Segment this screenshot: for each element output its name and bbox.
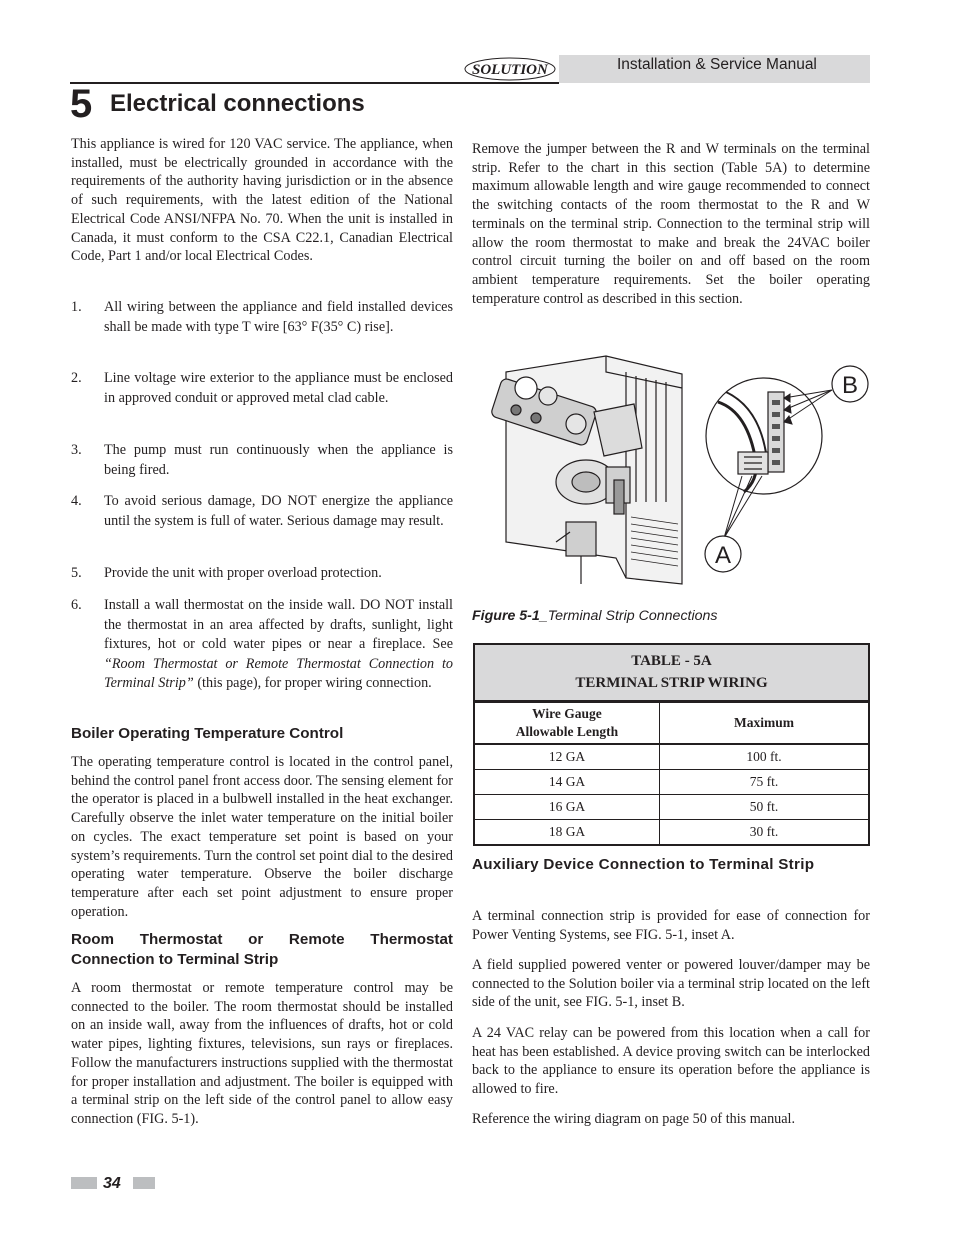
aux-paragraph-1: A terminal connection strip is provided for ease of connection for Power Venting Systems, see FIG. 5-1, inset A. xyxy=(472,908,870,943)
solution-logo xyxy=(462,55,558,82)
page-number: 34 xyxy=(103,1175,121,1192)
cross-reference: “Room Thermostat or Remote Thermostat Connection to Terminal Strip” xyxy=(104,655,453,691)
column-header-gauge: Wire Gauge Allowable Length xyxy=(475,703,660,743)
header-rule xyxy=(70,82,559,84)
footer-bar-left xyxy=(71,1177,97,1189)
table-title: TABLE - 5A TERMINAL STRIP WIRING xyxy=(475,645,868,702)
room-paragraph: A room thermostat or remote temperature control may be connected to the boiler. The room thermostat should be installed on an inside wall, away from the influences of drafts, hot or cold water pipes, lighting fixtures, televisions, sun rays or fireplaces. Follow the manufacturers instructions supplied with the thermostat for proper installation and adjustment. The boiler is equipped with a terminal strip on the left side of the control panel to allow easy connection (FIG. 5-1). xyxy=(71,980,453,1127)
chapter-number: 5 xyxy=(70,82,93,126)
table-row: 14 GA 75 ft. xyxy=(475,769,868,794)
inset-label-b: B xyxy=(841,372,859,399)
aux-paragraph-4: Reference the wiring diagram on page 50 of this manual. xyxy=(472,1111,796,1127)
aux-heading: Auxiliary Device Connection to Terminal Strip xyxy=(472,856,815,873)
intro-paragraph: This appliance is wired for 120 VAC service. The appliance, when installed, must be electrically grounded in accordance with the requirements of the authority having jurisdiction or in the absence of such requirements, with the latest edition of the National Electrical Code ANSI/NFPA No. 70. When the unit is installed in Canada, it must conform to the CSA C22.1, Canadian Electrical Code, Part 1 and/or local Electrical Codes. xyxy=(71,136,453,265)
logo-text: SOLUTION xyxy=(472,62,548,78)
column-header-maximum: Maximum xyxy=(734,715,794,730)
jumper-paragraph: Remove the jumper between the R and W terminals on the terminal strip. Refer to the chart in this section (Table 5A) to determine maximum allowable length and wire gauge recommended to connect the switching contacts of the room thermostat to the R and W terminals on the terminal strip. Connection to the terminal strip will allow the room thermostat to make and break the 24VAC boiler control circuit turning the boiler on and off based on the room ambient temperature requirements. Set the boiler operating temperature control as described in this section. xyxy=(472,141,870,307)
footer-bar-right xyxy=(133,1177,155,1189)
chapter-title: Electrical connections xyxy=(110,90,365,117)
wiring-table xyxy=(473,643,870,846)
boiler-heading: Boiler Operating Temperature Control xyxy=(71,725,344,742)
table-header-row xyxy=(475,702,868,745)
aux-paragraph-3: A 24 VAC relay can be powered from this location when a call for heat has been established. A device proving switch can be interlocked back to the appliance to ensure its operation before the appliance is allowed to fire. xyxy=(472,1025,870,1098)
manual-title: Installation & Service Manual xyxy=(617,56,817,73)
inset-label-a: A xyxy=(714,542,732,569)
figure-caption: Figure 5-1_Terminal Strip Connections xyxy=(472,608,718,624)
room-heading: Room Thermostat or Remote Thermostat Connection to Terminal Strip xyxy=(71,931,453,968)
aux-paragraph-2: A field supplied powered venter or powered louver/damper may be connected to the Solution boiler via a terminal strip located on the left side of the unit, see FIG. 5-1, inset B. xyxy=(472,957,870,1011)
table-row: 18 GA 30 ft. xyxy=(475,819,868,844)
terminal-strip-figure xyxy=(486,352,876,592)
table-row: 12 GA 100 ft. xyxy=(475,745,868,769)
table-row: 16 GA 50 ft. xyxy=(475,794,868,819)
boiler-paragraph: The operating temperature control is located in the control panel, behind the control panel front access door. The sensing element for the operator is placed in a bulbwell installed in the heat exchanger. Carefully observe the inlet water temperature on the initial boiler on cycles. The exact temperature set point is based on your system’s requirements. Turn the control set point dial to the desired operating water temperature. Observe the boiler discharge temperature after each set point adjustment to ensure proper operation. xyxy=(71,754,453,920)
